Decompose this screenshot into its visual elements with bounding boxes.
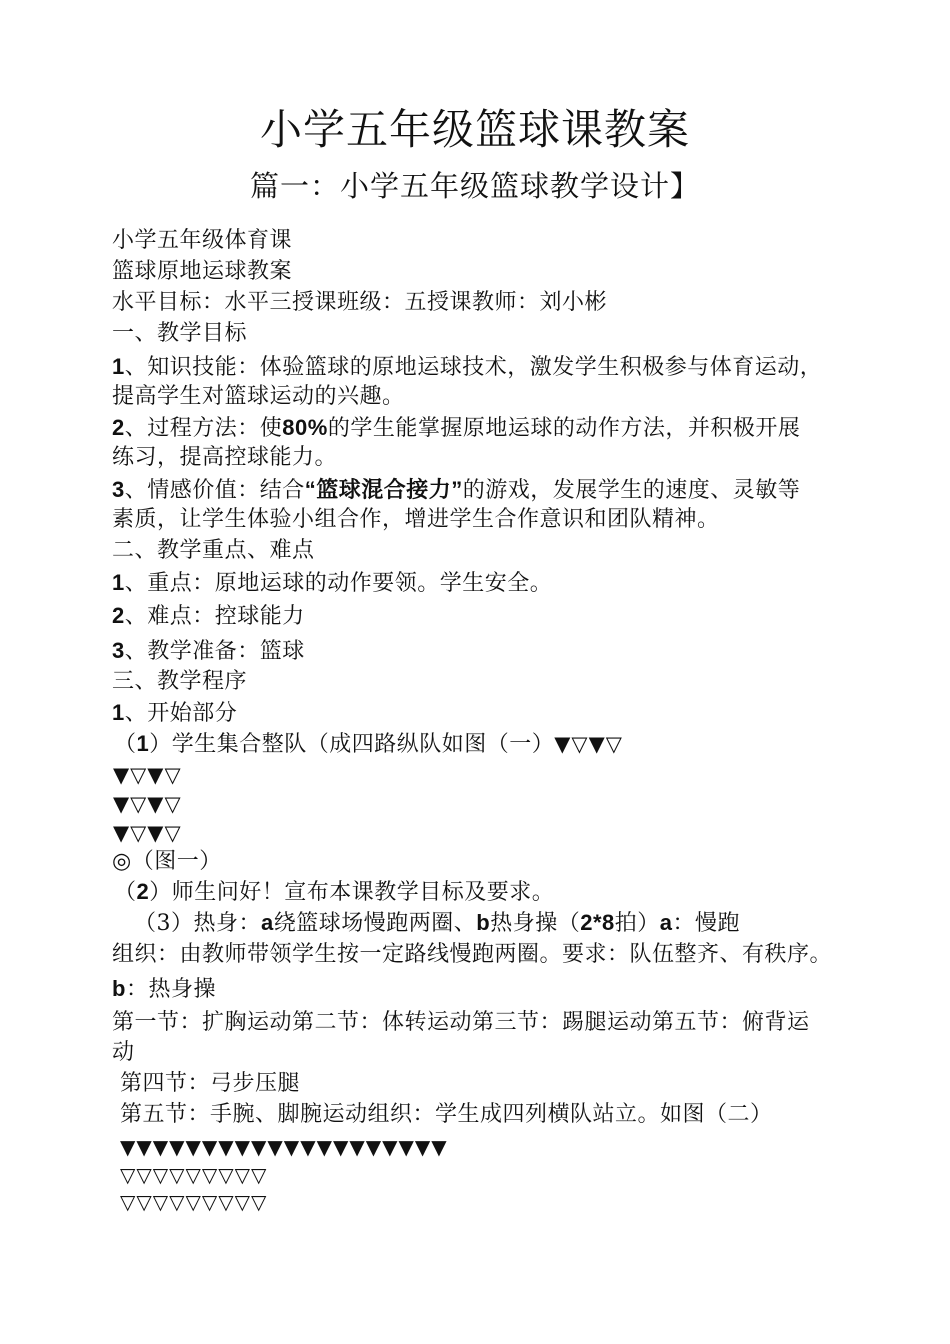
text-line: 1、知识技能：体验篮球的原地运球技术，激发学生积极参与体育运动， <box>112 354 823 380</box>
section-heading: 三、教学程序 <box>112 669 248 694</box>
text-line: 第五节：手腕、脚腕运动组织：学生成四列横队站立。如图（二） <box>120 1102 773 1127</box>
step-3-line: （3）热身：a绕篮球场慢跑两圈、b热身操（2*8拍）a：慢跑 <box>134 910 741 936</box>
text-line: 组织：由教师带领学生按一定路线慢跑两圈。要求：队伍整齐、有秩序。 <box>112 942 833 967</box>
formation-row: ▼▽▼▽ <box>113 821 182 845</box>
section-heading: 二、教学重点、难点 <box>112 538 315 563</box>
text-line: 提高学生对篮球运动的兴趣。 <box>112 384 405 409</box>
formation-row: ▼▼▼▼▼▼▼▼▼▼▼▼▼▼▼▼▼▼▼▼ <box>120 1135 448 1159</box>
text-line: 3、教学准备：篮球 <box>112 638 305 664</box>
text-line: 2、过程方法：使80%的学生能掌握原地运球的动作方法，并积极开展 <box>112 415 801 441</box>
text-line: 素质，让学生体验小组合作，增进学生合作意识和团队精神。 <box>112 507 720 532</box>
document-subtitle: 篇一：小学五年级篮球教学设计】 <box>249 169 700 203</box>
text-line: b：热身操 <box>112 976 216 1002</box>
text-line: 3、情感价值：结合“篮球混合接力”的游戏，发展学生的速度、灵敏等 <box>112 477 801 503</box>
text-line: 小学五年级体育课 <box>112 228 293 253</box>
step-1-line: （1）学生集合整队（成四路纵队如图（一）▼▽▼▽ <box>114 731 623 757</box>
figure-caption: ◎（图一） <box>112 849 222 874</box>
text-line: 动 <box>112 1040 135 1065</box>
text-line: 篮球原地运球教案 <box>112 259 293 284</box>
formation-row: ▽▽▽▽▽▽▽▽▽ <box>120 1163 268 1187</box>
step-2-line: （2）师生问好！宣布本课教学目标及要求。 <box>114 879 555 905</box>
formation-row: ▼▽▼▽ <box>113 792 182 816</box>
text-line: 练习，提高控球能力。 <box>112 445 338 470</box>
text-line: 水平目标：水平三授课班级：五授课教师：刘小彬 <box>112 290 608 315</box>
formation-row: ▼▽▼▽ <box>113 763 182 787</box>
text-line: 1、重点：原地运球的动作要领。学生安全。 <box>112 570 553 596</box>
text-line: 第四节：弓步压腿 <box>120 1071 301 1096</box>
formation-row: ▽▽▽▽▽▽▽▽▽ <box>120 1190 268 1214</box>
text-line: 1、开始部分 <box>112 700 238 726</box>
text-line: 第一节：扩胸运动第二节：体转运动第三节：踢腿运动第五节：俯背运 <box>112 1010 810 1035</box>
section-heading: 一、教学目标 <box>112 321 248 346</box>
document-title: 小学五年级篮球课教案 <box>259 105 690 154</box>
text-line: 2、难点：控球能力 <box>112 603 305 629</box>
